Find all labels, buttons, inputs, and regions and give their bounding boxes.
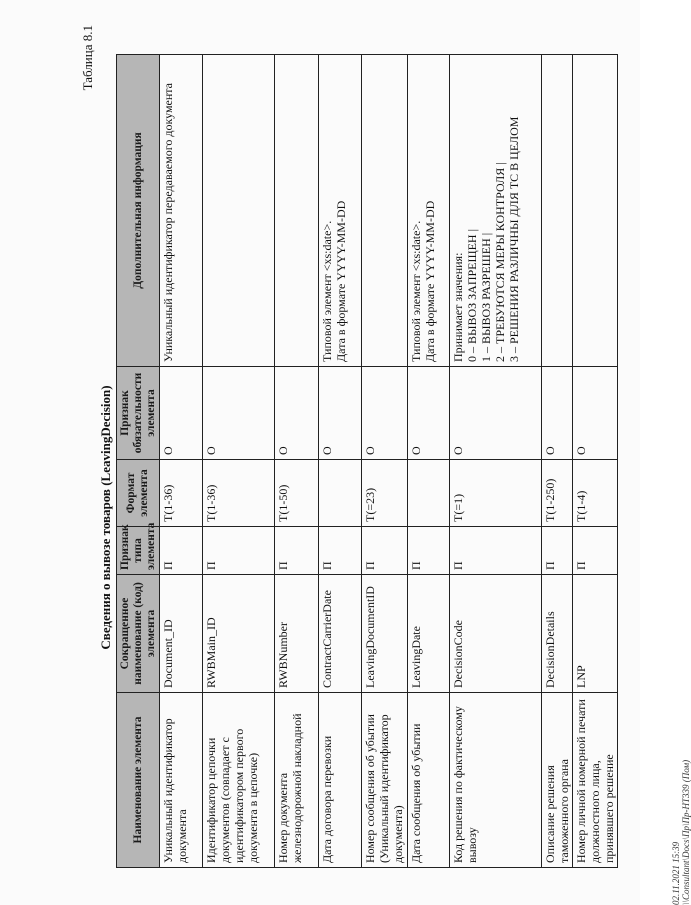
elements-table [116,54,618,868]
cell-name: Идентификатор цепочки документов (совпадает с идентификатором первого документа в цепочке) [203,693,275,868]
cell-mandatory: O [573,367,618,460]
header-code: Сокращенное наименование (код) элемента [117,575,160,693]
cell-code: RWBNumber [275,575,319,693]
print-stamp [671,760,691,905]
cell-mandatory: O [160,367,203,460]
cell-format: T(1-250) [542,460,573,527]
cell-mandatory: O [362,367,408,460]
cell-info: Принимает значения: 0 – ВЫВОЗ ЗАПРЕЩЕН | 1 – ВЫВОЗ РАЗРЕШЕН | 2 – ТРЕБУЮТСЯ МЕРЫ КОНТРОЛЯ | 3 – РЕШЕНИЯ РАЗЛИЧНЫ ДЛЯ ТС В ЦЕЛОМ [450,55,542,367]
cell-type: П [275,527,319,575]
header-format: Формат элемента [117,460,160,527]
table-row [203,55,275,868]
cell-mandatory: O [319,367,362,460]
cell-type: П [362,527,408,575]
cell-mandatory: O [408,367,450,460]
cell-type: П [319,527,362,575]
cell-info [542,55,573,367]
cell-type: П [542,527,573,575]
cell-type: П [203,527,275,575]
cell-format: T(1-50) [275,460,319,527]
cell-mandatory: O [450,367,542,460]
cell-name: Номер личной номерной печати должностного лица, принявшего решение [573,693,618,868]
cell-mandatory: O [275,367,319,460]
cell-info: Уникальный идентификатор передаваемого документа [160,55,203,367]
table-row [408,55,450,868]
cell-type: П [160,527,203,575]
table-row [319,55,362,868]
header-info: Дополнительная информация [117,55,160,367]
cell-format: T(1-36) [160,460,203,527]
cell-name: Номер сообщения об убытии (Уникальный идентификатор документа) [362,693,408,868]
table-row [450,55,542,868]
cell-name: Описание решения таможенного органа [542,693,573,868]
table-row [573,55,618,868]
cell-format [319,460,362,527]
stamp-path: \\Consultant\Docs\Пр\Пр-НТ339 (Пом) [681,759,691,905]
cell-code: Document_ID [160,575,203,693]
cell-mandatory: O [203,367,275,460]
table-row [542,55,573,868]
cell-name: Дата договора перевозки [319,693,362,868]
cell-format [408,460,450,527]
cell-name: Уникальный идентификатор документа [160,693,203,868]
cell-code: DecisionDetails [542,575,573,693]
cell-name: Код решения по фактическому вывозу [450,693,542,868]
header-type: Признак типа элемента [117,527,160,575]
cell-format: T(1-36) [203,460,275,527]
cell-info [573,55,618,367]
rotated-content [80,25,691,905]
table-row [160,55,203,868]
table-header-row [117,55,160,868]
table-caption: Таблица 8.1 [80,25,95,91]
table-title: Сведения о вывозе товаров (LeavingDecision) [98,385,113,650]
cell-type: П [573,527,618,575]
cell-mandatory: O [542,367,573,460]
header-mandatory: Признак обязательности элемента [117,367,160,460]
header-name: Наименование элемента [117,693,160,868]
cell-type: П [450,527,542,575]
cell-format: T(=1) [450,460,542,527]
table-row [362,55,408,868]
cell-code: LeavingDocumentID [362,575,408,693]
cell-format: T(1-4) [573,460,618,527]
cell-code: DecisionCode [450,575,542,693]
table-row [275,55,319,868]
cell-code: RWBMain_ID [203,575,275,693]
cell-info: Типовой элемент <xs:date>. Дата в формате YYYY-MM-DD [408,55,450,367]
cell-code: LNP [573,575,618,693]
cell-code: LeavingDate [408,575,450,693]
cell-type: П [408,527,450,575]
cell-format: T(=23) [362,460,408,527]
cell-info [203,55,275,367]
cell-info: Типовой элемент <xs:date>. Дата в формате YYYY-MM-DD [319,55,362,367]
cell-info [362,55,408,367]
cell-code: ContractCarrierDate [319,575,362,693]
stamp-datetime: 02.11.2021 15:39 [671,841,681,905]
cell-name: Дата сообщения об убытии [408,693,450,868]
cell-name: Номер документа железнодорожной накладной [275,693,319,868]
cell-info [275,55,319,367]
